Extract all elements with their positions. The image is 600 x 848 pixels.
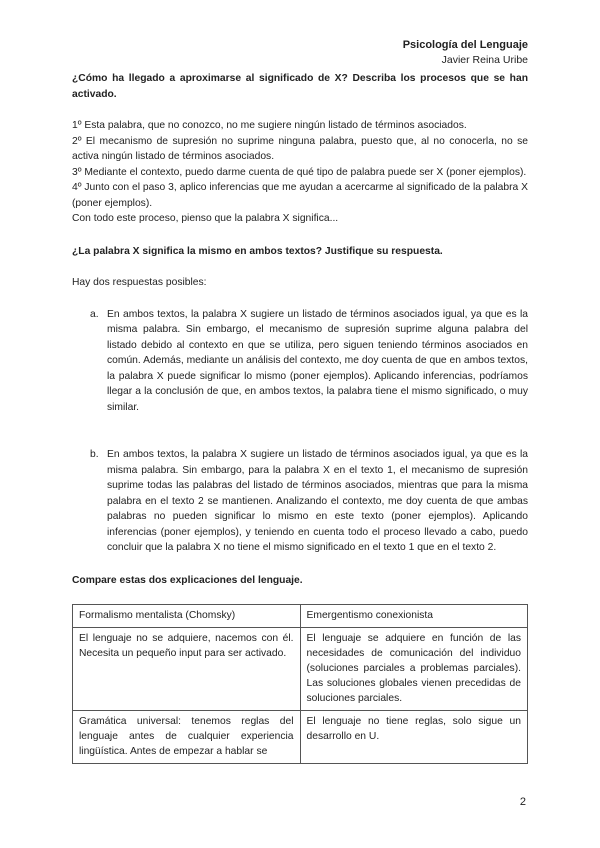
list-marker: b. [90,449,99,460]
table-header-row [73,605,528,628]
table-cell: El lenguaje no tiene reglas, solo sigue un desarrollo en U. [300,711,528,764]
table-cell: El lenguaje no se adquiere, nacemos con él. Necesita un pequeño input para ser activado. [73,628,301,711]
table-cell: El lenguaje se adquiere en función de las necesidades de comunicación del individuo (soluciones parciales a problemas parciales). Las soluciones globales vienen precedidas de soluciones parciales. [300,628,528,711]
list-item [72,447,528,556]
table-row [73,628,528,711]
step-2: 2º El mecanismo de supresión no suprime ninguna palabra, puesto que, al no conocerla, no se activa ningún listado de términos asociados. [72,135,528,162]
answer-intro: Hay dos respuestas posibles: [72,277,207,288]
step-conclusion: Con todo este proceso, pienso que la palabra X significa... [72,213,339,224]
page-number: 2 [519,796,526,808]
page-header [403,37,528,68]
step-3: 3º Mediante el contexto, puedo darme cuenta de qué tipo de palabra puede ser X (poner ejemplos). [72,166,527,178]
page-content [72,71,528,764]
list-item [72,307,528,416]
answer-list [72,307,528,556]
question-3: Compare estas dos explicaciones del lenguaje. [72,574,303,586]
course-title: Psicología del Lenguaje [402,39,528,51]
comparison-table [72,604,528,764]
step-4: 4º Junto con el paso 3, aplico inferencias que me ayudan a acercarme al significado de la palabra X (poner ejemplos). [72,182,528,209]
list-item-text: En ambos textos, la palabra X sugiere un listado de términos asociados igual, ya que es la misma palabra. Sin embargo, para la palabra X en el texto 1, el mecanismo de supresión suprime todas las palabras del listado de términos asociados, mientras que para la misma palabra en el texto 2 se mantienen. Analizando el contexto, me doy cuenta de que ambas palabras no pueden significar lo mismo en este texto (poner ejemplos). Aplicando inferencias (poner ejemplos), y teniendo en cuenta todo el proceso llevado a cabo, puedo concluir que la palabra X no tiene el mismo significado en el texto 1 que en el texto 2. [107,449,528,553]
list-marker: a. [90,308,99,320]
table-cell: Gramática universal: tenemos reglas del lenguaje antes de cualquier experiencia lingüística. Antes de empezar a hablar se [73,711,301,764]
table-row [73,711,528,764]
table-header-cell: Formalismo mentalista (Chomsky) [73,605,301,628]
question-1: ¿Cómo ha llegado a aproximarse al significado de X? Describa los procesos que se han activado. [72,73,528,100]
question-2: ¿La palabra X significa la mismo en ambos textos? Justifique su respuesta. [72,245,443,257]
step-1: 1º Esta palabra, que no conozco, no me sugiere ningún listado de términos asociados. [72,120,467,131]
author-name: Javier Reina Uribe [441,54,528,66]
list-item-text: En ambos textos, la palabra X sugiere un listado de términos asociados igual, ya que es la misma palabra. Sin embargo, el mecanismo de supresión suprime alguna palabra del listado debido al contexto en que se utiliza, pero siguen teniendo términos asociados en común. Además, mediante un análisis del contexto, me doy cuenta de que en ambos textos, la palabra X puede significar lo mismo (poner ejemplos). Aplicando inferencias, podríamos llegar a la conclusión de que, en ambos textos, la palabra tiene el mismo significado, o muy similar. [107,308,528,413]
table-header-cell: Emergentismo conexionista [300,605,528,628]
